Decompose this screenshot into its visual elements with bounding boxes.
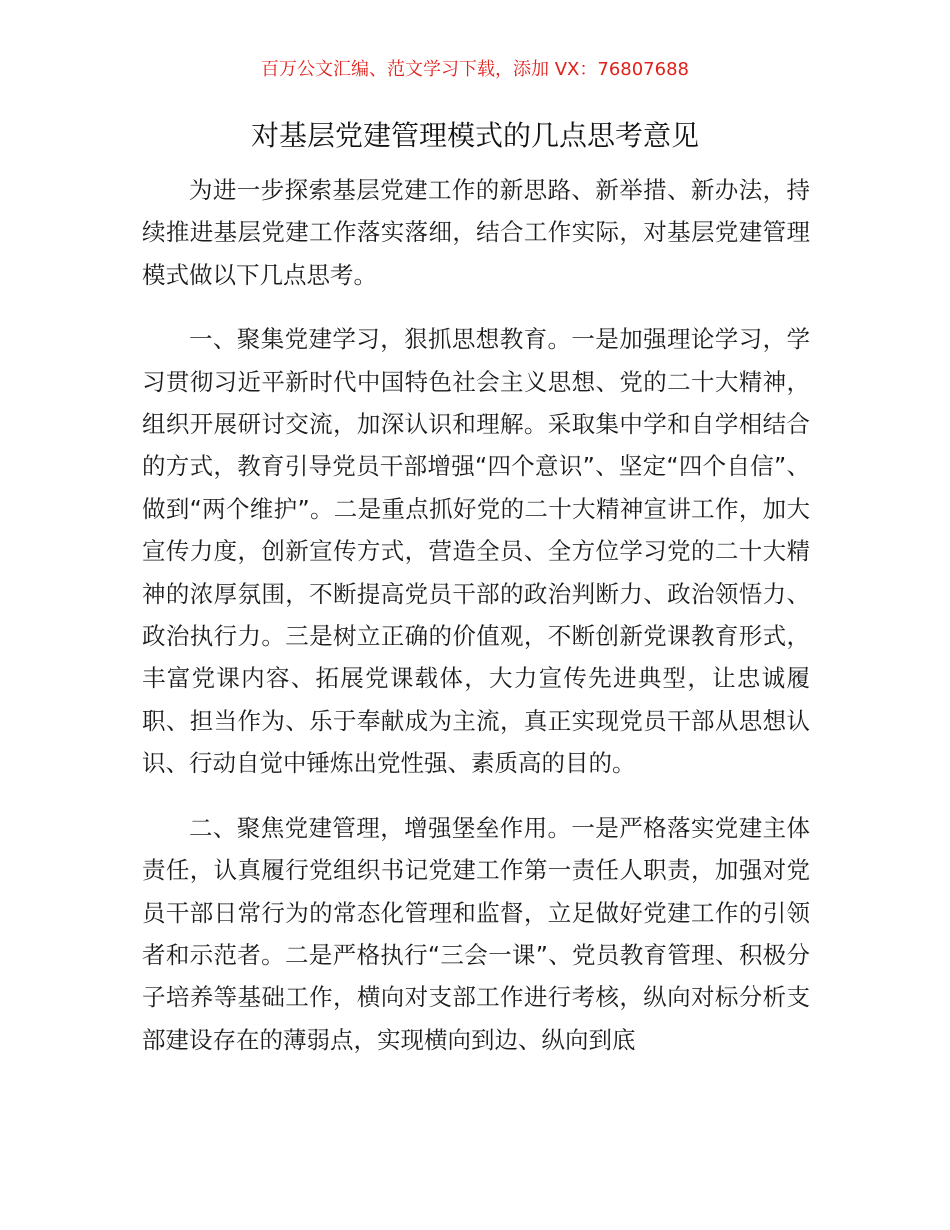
paragraph-section-2: 二、聚焦党建管理，增强堡垒作用。一是严格落实党建主体责任，认真履行党组织书记党建工作第一责任人职责，加强对党员干部日常行为的常态化管理和监督，立足做好党建工作的引领者和示范者。二是严格执行“三会一课”、党员教育管理、积极分子培养等基础工作，横向对支部工作进行考核，纵向对标分析支部建设存在的薄弱点，实现横向到边、纵向到底 — [142, 813, 810, 1054]
paragraph-section-1: 一、聚集党建学习，狠抓思想教育。一是加强理论学习，学习贯彻习近平新时代中国特色社会主义思想、党的二十大精神，组织开展研讨交流，加深认识和理解。采取集中学和自学相结合的方式，教育引导党员干部增强“四个意识”、坚定“四个自信”、做到“两个维护”。二是重点抓好党的二十大精神宣讲工作，加大宣传力度，创新宣传方式，营造全员、全方位学习党的二十大精神的浓厚氛围，不断提高党员干部的政治判断力、政治领悟力、政治执行力。三是树立正确的价值观，不断创新党课教育形式，丰富党课内容、拓展党课载体，大力宣传先进典型，让忠诚履职、担当作为、乐于奉献成为主流，真正实现党员干部从思想认识、行动自觉中锤炼出党性强、素质高的目的。 — [142, 325, 810, 778]
document-body — [142, 169, 810, 1061]
paragraph-intro: 为进一步探索基层党建工作的新思路、新举措、新办法，持续推进基层党建工作落实落细，结合工作实际，对基层党建管理模式做以下几点思考。 — [142, 176, 810, 289]
header-banner: 百万公文汇编、范文学习下载，添加 VX：76807688 — [261, 59, 689, 80]
page-title: 对基层党建管理模式的几点思考意见 — [250, 119, 699, 152]
